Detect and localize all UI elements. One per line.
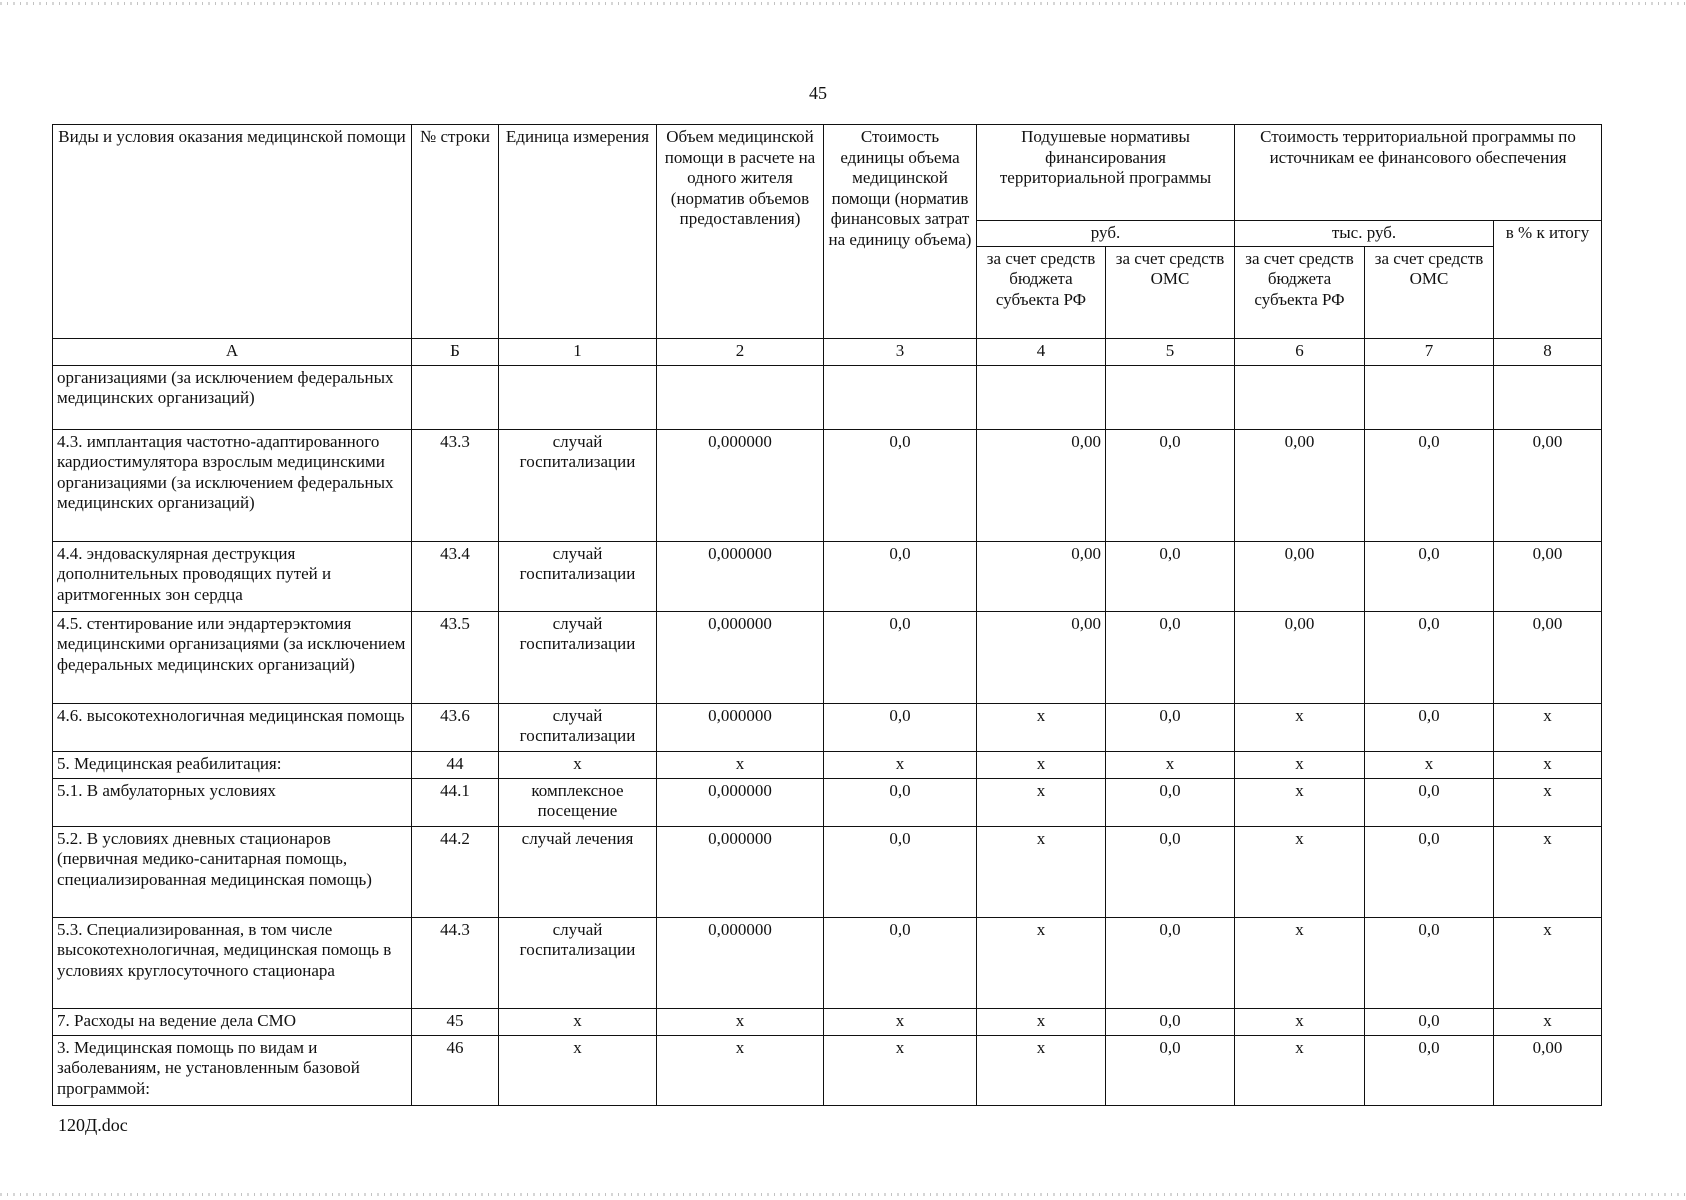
row-unit: случай госпитализации	[499, 703, 657, 751]
table-row	[53, 611, 1602, 703]
header-col-6: за счет средств бюджета субъекта РФ	[1235, 246, 1365, 338]
row-number: 44.1	[412, 778, 499, 826]
row-budget-rub: х	[977, 1035, 1106, 1105]
row-oms-rub: 0,0	[1106, 826, 1235, 917]
row-budget-trub: 0,00	[1235, 541, 1365, 611]
index-cell: 4	[977, 338, 1106, 365]
table-row	[53, 826, 1602, 917]
scan-edge-bottom	[0, 1193, 1686, 1196]
header-group-per-capita: Подушевые нормативы финансирования территориальной программы	[977, 125, 1235, 221]
row-unit-cost: х	[824, 751, 977, 778]
row-budget-trub: 0,00	[1235, 611, 1365, 703]
row-name: 7. Расходы на ведение дела СМО	[53, 1008, 412, 1035]
row-budget-rub: х	[977, 778, 1106, 826]
row-budget-trub: х	[1235, 826, 1365, 917]
row-unit-cost: х	[824, 1035, 977, 1105]
row-oms-trub: 0,0	[1365, 778, 1494, 826]
row-budget-rub: 0,00	[977, 429, 1106, 541]
row-budget-trub: х	[1235, 1035, 1365, 1105]
row-oms-rub: 0,0	[1106, 917, 1235, 1008]
row-percent: 0,00	[1494, 1035, 1602, 1105]
row-percent: х	[1494, 751, 1602, 778]
row-percent: х	[1494, 1008, 1602, 1035]
row-name: 4.6. высокотехнологичная медицинская помощь	[53, 703, 412, 751]
row-number: 43.4	[412, 541, 499, 611]
row-name: 5.1. В амбулаторных условиях	[53, 778, 412, 826]
row-budget-rub: х	[977, 826, 1106, 917]
row-percent: 0,00	[1494, 429, 1602, 541]
table-row	[53, 365, 1602, 429]
row-budget-rub: х	[977, 917, 1106, 1008]
index-cell: 6	[1235, 338, 1365, 365]
row-unit-cost: 0,0	[824, 429, 977, 541]
scan-edge-top	[0, 2, 1686, 5]
row-name: 5.3. Специализированная, в том числе высокотехнологичная, медицинская помощь в условиях круглосуточного стационара	[53, 917, 412, 1008]
index-cell: 2	[657, 338, 824, 365]
row-unit: случай госпитализации	[499, 611, 657, 703]
row-volume: 0,000000	[657, 611, 824, 703]
row-unit-cost: 0,0	[824, 541, 977, 611]
index-cell: 3	[824, 338, 977, 365]
row-budget-rub: 0,00	[977, 541, 1106, 611]
row-number: 45	[412, 1008, 499, 1035]
row-number	[412, 365, 499, 429]
row-volume: х	[657, 1008, 824, 1035]
row-unit: случай госпитализации	[499, 429, 657, 541]
index-cell: Б	[412, 338, 499, 365]
row-volume: х	[657, 751, 824, 778]
document-filename: 120Д.doc	[58, 1115, 128, 1135]
row-percent	[1494, 365, 1602, 429]
row-volume: 0,000000	[657, 429, 824, 541]
row-oms-trub: 0,0	[1365, 703, 1494, 751]
row-budget-rub	[977, 365, 1106, 429]
row-budget-rub: х	[977, 1008, 1106, 1035]
index-cell: 8	[1494, 338, 1602, 365]
row-oms-trub: 0,0	[1365, 541, 1494, 611]
row-oms-trub: 0,0	[1365, 1035, 1494, 1105]
header-unit-rub: руб.	[977, 221, 1235, 247]
row-oms-trub: 0,0	[1365, 1008, 1494, 1035]
row-name: 4.3. имплантация частотно-адаптированного кардиостимулятора взрослым медицинскими организациями (за исключением федеральных медицинских организаций)	[53, 429, 412, 541]
row-number: 44.2	[412, 826, 499, 917]
row-volume: 0,000000	[657, 826, 824, 917]
table-row	[53, 917, 1602, 1008]
row-budget-trub: 0,00	[1235, 429, 1365, 541]
row-budget-rub: х	[977, 751, 1106, 778]
row-number: 44	[412, 751, 499, 778]
header-col-8: в % к итогу	[1494, 221, 1602, 339]
row-budget-trub: х	[1235, 778, 1365, 826]
row-budget-trub: х	[1235, 703, 1365, 751]
row-oms-trub: х	[1365, 751, 1494, 778]
header-col-a: Виды и условия оказания медицинской помощи	[53, 125, 412, 339]
row-percent: х	[1494, 778, 1602, 826]
row-percent: 0,00	[1494, 541, 1602, 611]
row-volume: х	[657, 1035, 824, 1105]
row-unit-cost: 0,0	[824, 611, 977, 703]
page-number: 45	[809, 83, 827, 103]
row-percent: 0,00	[1494, 611, 1602, 703]
row-volume: 0,000000	[657, 541, 824, 611]
table-row	[53, 703, 1602, 751]
row-oms-trub: 0,0	[1365, 429, 1494, 541]
row-number: 43.5	[412, 611, 499, 703]
row-budget-rub: 0,00	[977, 611, 1106, 703]
row-budget-trub: х	[1235, 1008, 1365, 1035]
row-oms-rub: 0,0	[1106, 611, 1235, 703]
index-cell: 7	[1365, 338, 1494, 365]
row-oms-rub: 0,0	[1106, 703, 1235, 751]
header-col-2: Объем медицинской помощи в расчете на одного жителя (норматив объемов предоставления)	[657, 125, 824, 339]
row-oms-rub	[1106, 365, 1235, 429]
row-percent: х	[1494, 917, 1602, 1008]
row-name: организациями (за исключением федеральных медицинских организаций)	[53, 365, 412, 429]
row-unit-cost: 0,0	[824, 703, 977, 751]
row-number: 43.6	[412, 703, 499, 751]
row-unit: х	[499, 1035, 657, 1105]
row-volume: 0,000000	[657, 703, 824, 751]
index-cell: А	[53, 338, 412, 365]
row-budget-trub: х	[1235, 751, 1365, 778]
row-unit	[499, 365, 657, 429]
row-oms-rub: 0,0	[1106, 1035, 1235, 1105]
row-unit: случай госпитализации	[499, 917, 657, 1008]
row-unit-cost: 0,0	[824, 778, 977, 826]
row-number: 46	[412, 1035, 499, 1105]
header-col-b: № строки	[412, 125, 499, 339]
header-col-4: за счет средств бюджета субъекта РФ	[977, 246, 1106, 338]
row-number: 43.3	[412, 429, 499, 541]
row-oms-rub: 0,0	[1106, 778, 1235, 826]
row-unit-cost: х	[824, 1008, 977, 1035]
header-col-5: за счет средств ОМС	[1106, 246, 1235, 338]
row-unit: случай госпитализации	[499, 541, 657, 611]
index-cell: 5	[1106, 338, 1235, 365]
financing-table	[52, 124, 1602, 1106]
table-row	[53, 1035, 1602, 1105]
row-name: 5.2. В условиях дневных стационаров (первичная медико-санитарная помощь, специализированная медицинская помощь)	[53, 826, 412, 917]
row-budget-trub	[1235, 365, 1365, 429]
row-name: 4.5. стентирование или эндартерэктомия медицинскими организациями (за исключением федеральных медицинских организаций)	[53, 611, 412, 703]
table-row	[53, 1008, 1602, 1035]
row-percent: х	[1494, 703, 1602, 751]
row-oms-rub: х	[1106, 751, 1235, 778]
row-unit: х	[499, 751, 657, 778]
row-unit-cost: 0,0	[824, 917, 977, 1008]
column-index-row	[53, 338, 1602, 365]
header-group-program-cost: Стоимость территориальной программы по источникам ее финансового обеспечения	[1235, 125, 1602, 221]
row-oms-rub: 0,0	[1106, 1008, 1235, 1035]
row-name: 5. Медицинская реабилитация:	[53, 751, 412, 778]
header-col-1: Единица измерения	[499, 125, 657, 339]
row-volume	[657, 365, 824, 429]
row-oms-rub: 0,0	[1106, 541, 1235, 611]
row-oms-trub: 0,0	[1365, 917, 1494, 1008]
row-volume: 0,000000	[657, 778, 824, 826]
table-row	[53, 778, 1602, 826]
row-budget-rub: х	[977, 703, 1106, 751]
index-cell: 1	[499, 338, 657, 365]
header-col-3: Стоимость единицы объема медицинской помощи (норматив финансовых затрат на единицу объема)	[824, 125, 977, 339]
row-oms-trub: 0,0	[1365, 611, 1494, 703]
row-volume: 0,000000	[657, 917, 824, 1008]
row-name: 4.4. эндоваскулярная деструкция дополнительных проводящих путей и аритмогенных зон сердца	[53, 541, 412, 611]
row-unit: случай лечения	[499, 826, 657, 917]
row-unit: комплексное посещение	[499, 778, 657, 826]
row-unit: х	[499, 1008, 657, 1035]
row-oms-rub: 0,0	[1106, 429, 1235, 541]
table-row	[53, 429, 1602, 541]
table-row	[53, 541, 1602, 611]
row-unit-cost: 0,0	[824, 826, 977, 917]
row-name: 3. Медицинская помощь по видам и заболеваниям, не установленным базовой программой:	[53, 1035, 412, 1105]
header-col-7: за счет средств ОМС	[1365, 246, 1494, 338]
row-number: 44.3	[412, 917, 499, 1008]
row-oms-trub: 0,0	[1365, 826, 1494, 917]
header-unit-thousand-rub: тыс. руб.	[1235, 221, 1494, 247]
row-percent: х	[1494, 826, 1602, 917]
row-unit-cost	[824, 365, 977, 429]
table-row	[53, 751, 1602, 778]
row-oms-trub	[1365, 365, 1494, 429]
row-budget-trub: х	[1235, 917, 1365, 1008]
